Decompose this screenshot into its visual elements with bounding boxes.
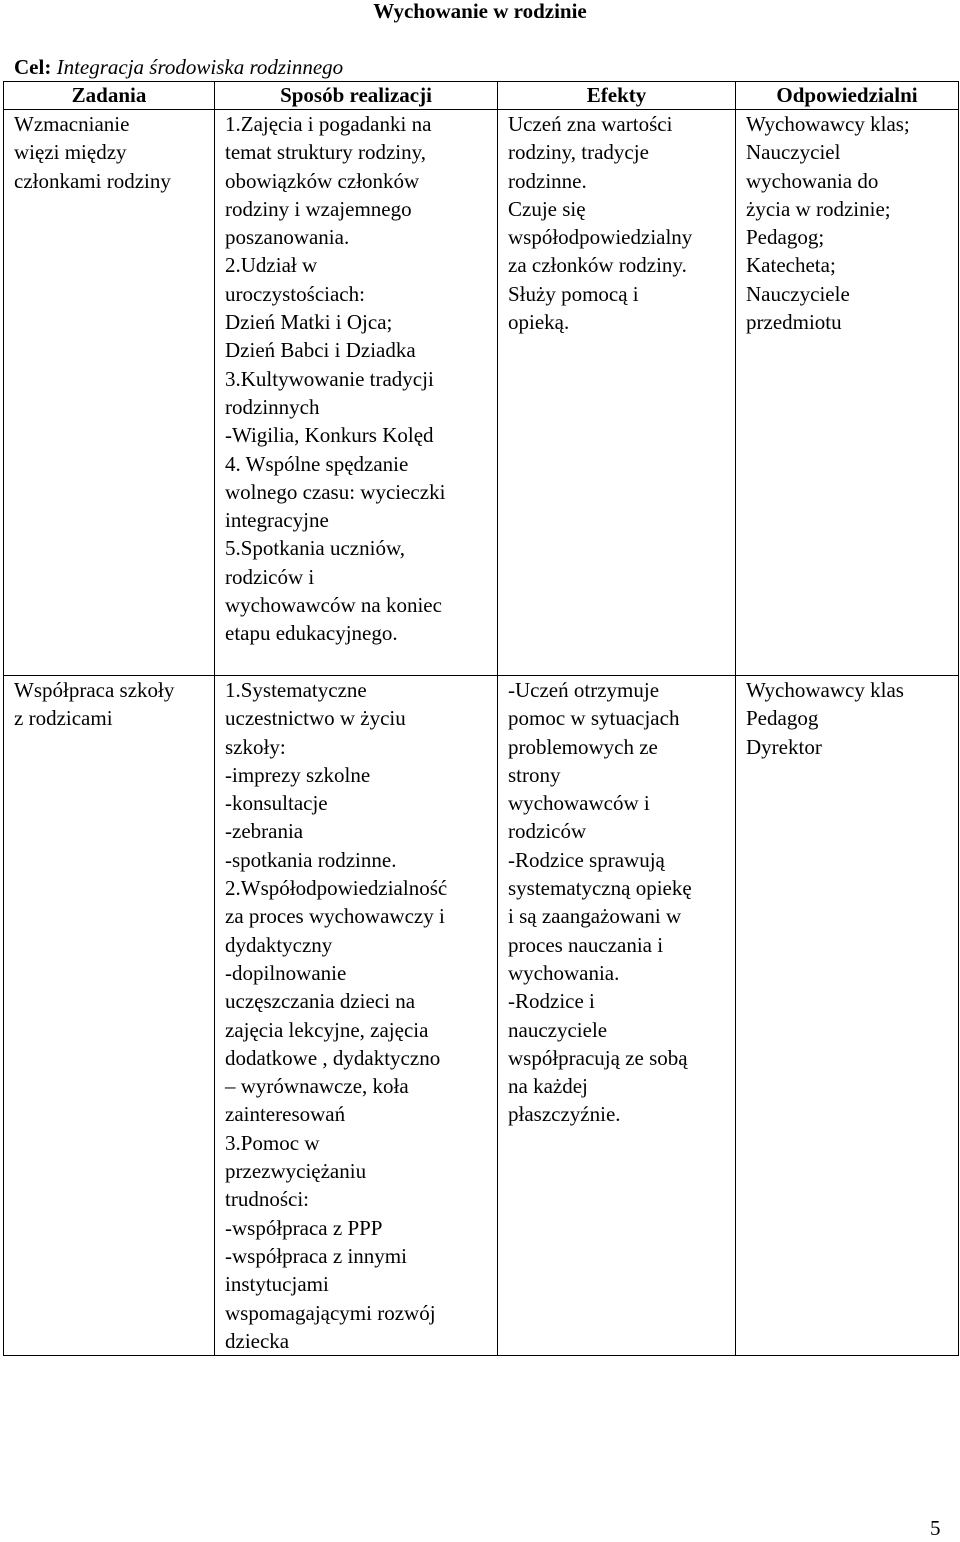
page-number: 5 <box>930 1516 941 1540</box>
header-method: Sposób realizacji <box>215 82 498 110</box>
responsible-cell: Wychowawcy klas; Nauczyciel wychowania do życia w rodzinie; Pedagog; Katecheta; Nauczyciele przedmiotu <box>736 110 959 676</box>
goal-value: Integracja środowiska rodzinnego <box>56 55 344 79</box>
task-cell: Wzmacnianie więzi między członkami rodziny <box>4 110 215 676</box>
header-responsible: Odpowiedzialni <box>736 82 959 110</box>
goal-label: Cel: <box>14 55 52 79</box>
table-header-row <box>4 82 959 110</box>
method-cell: 1.Zajęcia i pogadanki na temat struktury rodziny, obowiązków członków rodziny i wzajemnego poszanowania. 2.Udział w uroczystościach: Dzień Matki i Ojca; Dzień Babci i Dziadka 3.Kultywowanie tradycji rodzinnych -Wigilia, Konkurs Kolęd 4. Wspólne spędzanie wolnego czasu: wycieczki integracyjne 5.Spotkania uczniów, rodziców i wychowawców na koniec etapu edukacyjnego. <box>215 110 498 676</box>
goal-line <box>14 54 343 80</box>
table-row <box>4 676 959 1356</box>
effects-cell: -Uczeń otrzymuje pomoc w sytuacjach problemowych ze strony wychowawców i rodziców -Rodzice sprawują systematyczną opiekę i są zaangażowani w proces nauczania i wychowania. -Rodzice i nauczyciele współpracują ze sobą na każdej płaszczyźnie. <box>498 676 736 1356</box>
method-cell: 1.Systematyczne uczestnictwo w życiu szkoły: -imprezy szkolne -konsultacje -zebrania -spotkania rodzinne. 2.Współodpowiedzialność za proces wychowawczy i dydaktyczny -dopilnowanie uczęszczania dzieci na zajęcia lekcyjne, zajęcia dodatkowe , dydaktyczno – wyrównawcze, koła zainteresowań 3.Pomoc w przezwyciężaniu trudności: -współpraca z PPP -współpraca z innymi instytucjami wspomagającymi rozwój dziecka <box>215 676 498 1356</box>
task-cell: Współpraca szkoły z rodzicami <box>4 676 215 1356</box>
effects-cell: Uczeń zna wartości rodziny, tradycje rodzinne. Czuje się współodpowiedzialny za członków rodziny. Służy pomocą i opieką. <box>498 110 736 676</box>
plan-table <box>3 81 959 1356</box>
responsible-cell: Wychowawcy klas Pedagog Dyrektor <box>736 676 959 1356</box>
header-effects: Efekty <box>498 82 736 110</box>
table-row <box>4 110 959 676</box>
header-tasks: Zadania <box>4 82 215 110</box>
page-title: Wychowanie w rodzinie <box>373 0 587 23</box>
